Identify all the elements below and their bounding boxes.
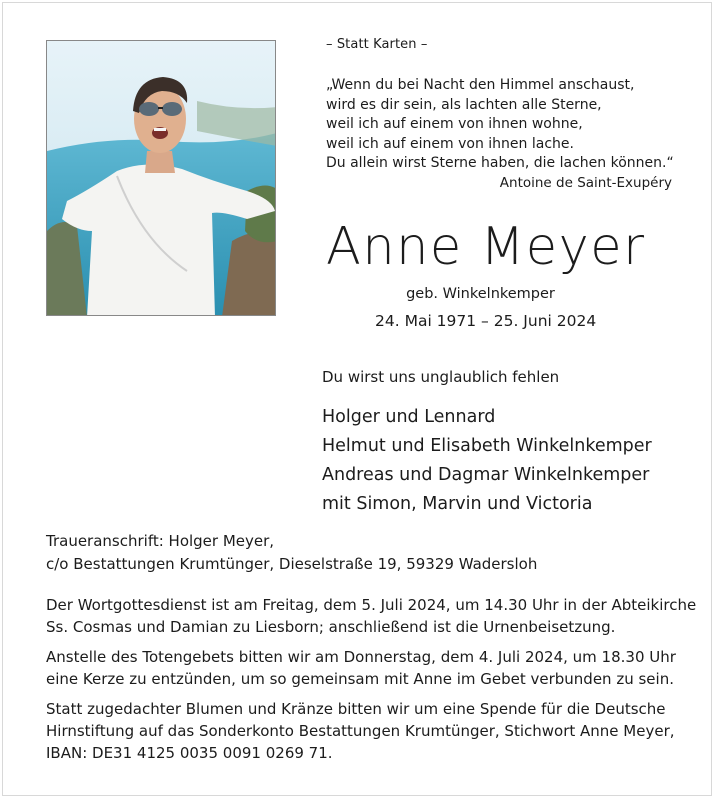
statt-karten-label: – Statt Karten – <box>326 37 428 52</box>
donation-line: Statt zugedachter Blumen und Kränze bitten wir um eine Spende für die Deutsche <box>46 700 666 718</box>
deceased-name: Anne Meyer <box>326 217 646 277</box>
donation-line: Hirnstiftung auf das Sonderkonto Bestattungen Krumtünger, Stichwort Anne Meyer, <box>46 722 675 740</box>
mourning-address <box>46 530 537 576</box>
prayer-paragraph <box>46 646 686 690</box>
quote-line: Du allein wirst Sterne haben, die lachen können.“ <box>326 155 674 171</box>
donation-paragraph <box>46 698 686 764</box>
family-line: Andreas und Dagmar Winkelnkemper <box>322 465 650 485</box>
prayer-line: Anstelle des Totengebets bitten wir am Donnerstag, dem 4. Juli 2024, um 18.30 Uhr <box>46 648 676 666</box>
portrait-photo <box>46 40 276 316</box>
service-line: Ss. Cosmas und Damian zu Liesborn; anschließend ist die Urnenbeisetzung. <box>46 618 616 636</box>
family-line: Holger und Lennard <box>322 407 496 427</box>
quote-line: „Wenn du bei Nacht den Himmel anschaust, <box>326 77 635 93</box>
donation-line: IBAN: DE31 4125 0035 0091 0269 71. <box>46 744 333 762</box>
prayer-line: eine Kerze zu entzünden, um so gemeinsam mit Anne im Gebet verbunden zu sein. <box>46 670 674 688</box>
quote-line: wird es dir sein, als lachten alle Sterne, <box>326 96 602 113</box>
family-line: Helmut und Elisabeth Winkelnkemper <box>322 436 652 456</box>
service-paragraph <box>46 594 697 638</box>
missed-text: Du wirst uns unglaublich fehlen <box>322 368 560 386</box>
address-line: Traueranschrift: Holger Meyer, <box>46 532 275 550</box>
quote-line: weil ich auf einem von ihnen wohne, <box>326 116 583 132</box>
family-line: mit Simon, Marvin und Victoria <box>322 494 593 514</box>
life-dates: 24. Mai 1971 – 25. Juni 2024 <box>375 312 597 330</box>
address-line: c/o Bestattungen Krumtünger, Dieselstraße 19, 59329 Wadersloh <box>46 555 538 573</box>
family-list <box>322 403 652 519</box>
quote-block <box>326 76 676 174</box>
service-line: Der Wortgottesdienst ist am Freitag, dem 5. Juli 2024, um 14.30 Uhr in der Abteikirche <box>46 596 697 614</box>
quote-author: Antoine de Saint-Exupéry <box>499 175 672 191</box>
birth-name: geb. Winkelnkemper <box>406 286 555 302</box>
quote-line: weil ich auf einem von ihnen lache. <box>326 135 574 152</box>
